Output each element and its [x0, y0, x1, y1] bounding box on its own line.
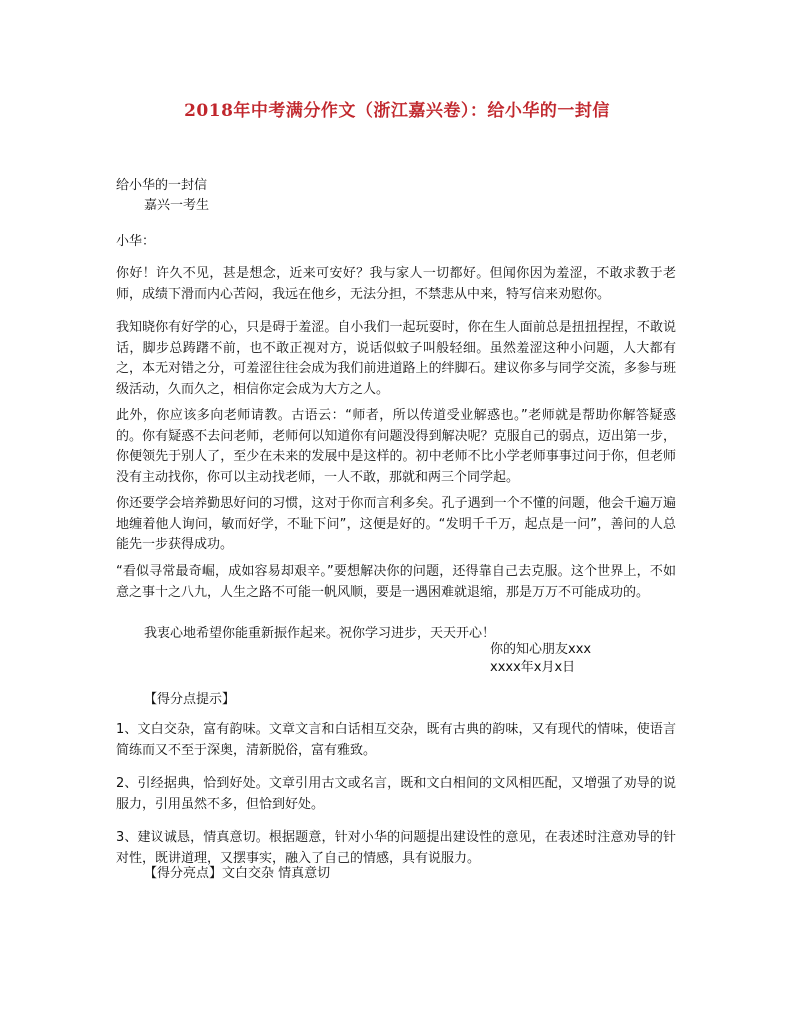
scoring-point-3: 3、建议诚恳，情真意切。根据题意，针对小华的问题提出建设性的意见，在表述时注意劝导的针对性，既讲道理，又摆事实，融入了自己的情感，具有说服力。	[116, 830, 676, 866]
closing-line: 我衷心地希望你能重新振作起来。祝你学习进步，天天开心！	[144, 626, 496, 641]
paragraph-1: 你好！许久不见，甚是想念，近来可安好？我与家人一切都好。但闻你因为羞涩，不敢求教于老师，成绩下滑而内心苦闷，我远在他乡，无法分担，不禁悲从中来，特写信来劝慰你。	[116, 266, 676, 302]
salutation: 小华：	[116, 234, 156, 249]
scoring-heading: 【得分点提示】	[144, 692, 236, 707]
paragraph-4: 你还要学会培养勤思好问的习惯，这对于你而言利多矣。孔子遇到一个不懂的问题，他会千遍万遍地缠着他人询问，敏而好学，不耻下问”，这便是好的。“发明千千万，起点是一问”，善问的人总能先一步获得成功。	[116, 496, 676, 552]
signature: 你的知心朋友xxx	[490, 642, 592, 657]
date: xxxx年x月x日	[490, 660, 576, 675]
scoring-point-1: 1、文白交杂，富有韵味。文章文言和白话相互交杂，既有古典的韵味，又有现代的情味，使语言简练而又不至于深奥，清新脱俗，富有雅致。	[116, 722, 676, 758]
essay-author: 嘉兴一考生	[144, 198, 210, 213]
document-title: 2018年中考满分作文（浙江嘉兴卷）：给小华的一封信	[184, 101, 610, 121]
paragraph-2: 我知晓你有好学的心，只是碍于羞涩。自小我们一起玩耍时，你在生人面前总是扭扭捏捏，不敢说话，脚步总踌躇不前，也不敢正视对方，说话似蚊子叫般轻细。虽然羞涩这种小问题，人大都有之，本无对错之分，可羞涩往往会成为我们前进道路上的绊脚石。建议你多与同学交流，多参与班级活动，久而久之，相信你定会成为大方之人。	[116, 320, 676, 397]
essay-title: 给小华的一封信	[116, 178, 208, 193]
scoring-highlights: 【得分亮点】文白交杂 情真意切	[144, 866, 331, 881]
paragraph-3: 此外，你应该多向老师请教。古语云：“师者，所以传道受业解惑也。”老师就是帮助你解答疑惑的。你有疑惑不去问老师，老师何以知道你有问题没得到解决呢？克服自己的弱点，迈出第一步，你便领先于别人了，至少在未来的发展中是这样的。初中老师不比小学老师事事过问于你，但老师没有主动找你，你可以主动找老师，一人不敢，那就和两三个同学起。	[116, 408, 676, 485]
scoring-point-2: 2、引经据典，恰到好处。文章引用古文或名言，既和文白相间的文风相匹配，又增强了劝导的说服力，引用虽然不多，但恰到好处。	[116, 776, 676, 812]
paragraph-5: “看似寻常最奇崛，成如容易却艰辛。”要想解决你的问题，还得靠自己去克服。这个世界上，不如意之事十之八九，人生之路不可能一帆风顺，要是一遇困难就退缩，那是万万不可能成功的。	[116, 564, 676, 600]
